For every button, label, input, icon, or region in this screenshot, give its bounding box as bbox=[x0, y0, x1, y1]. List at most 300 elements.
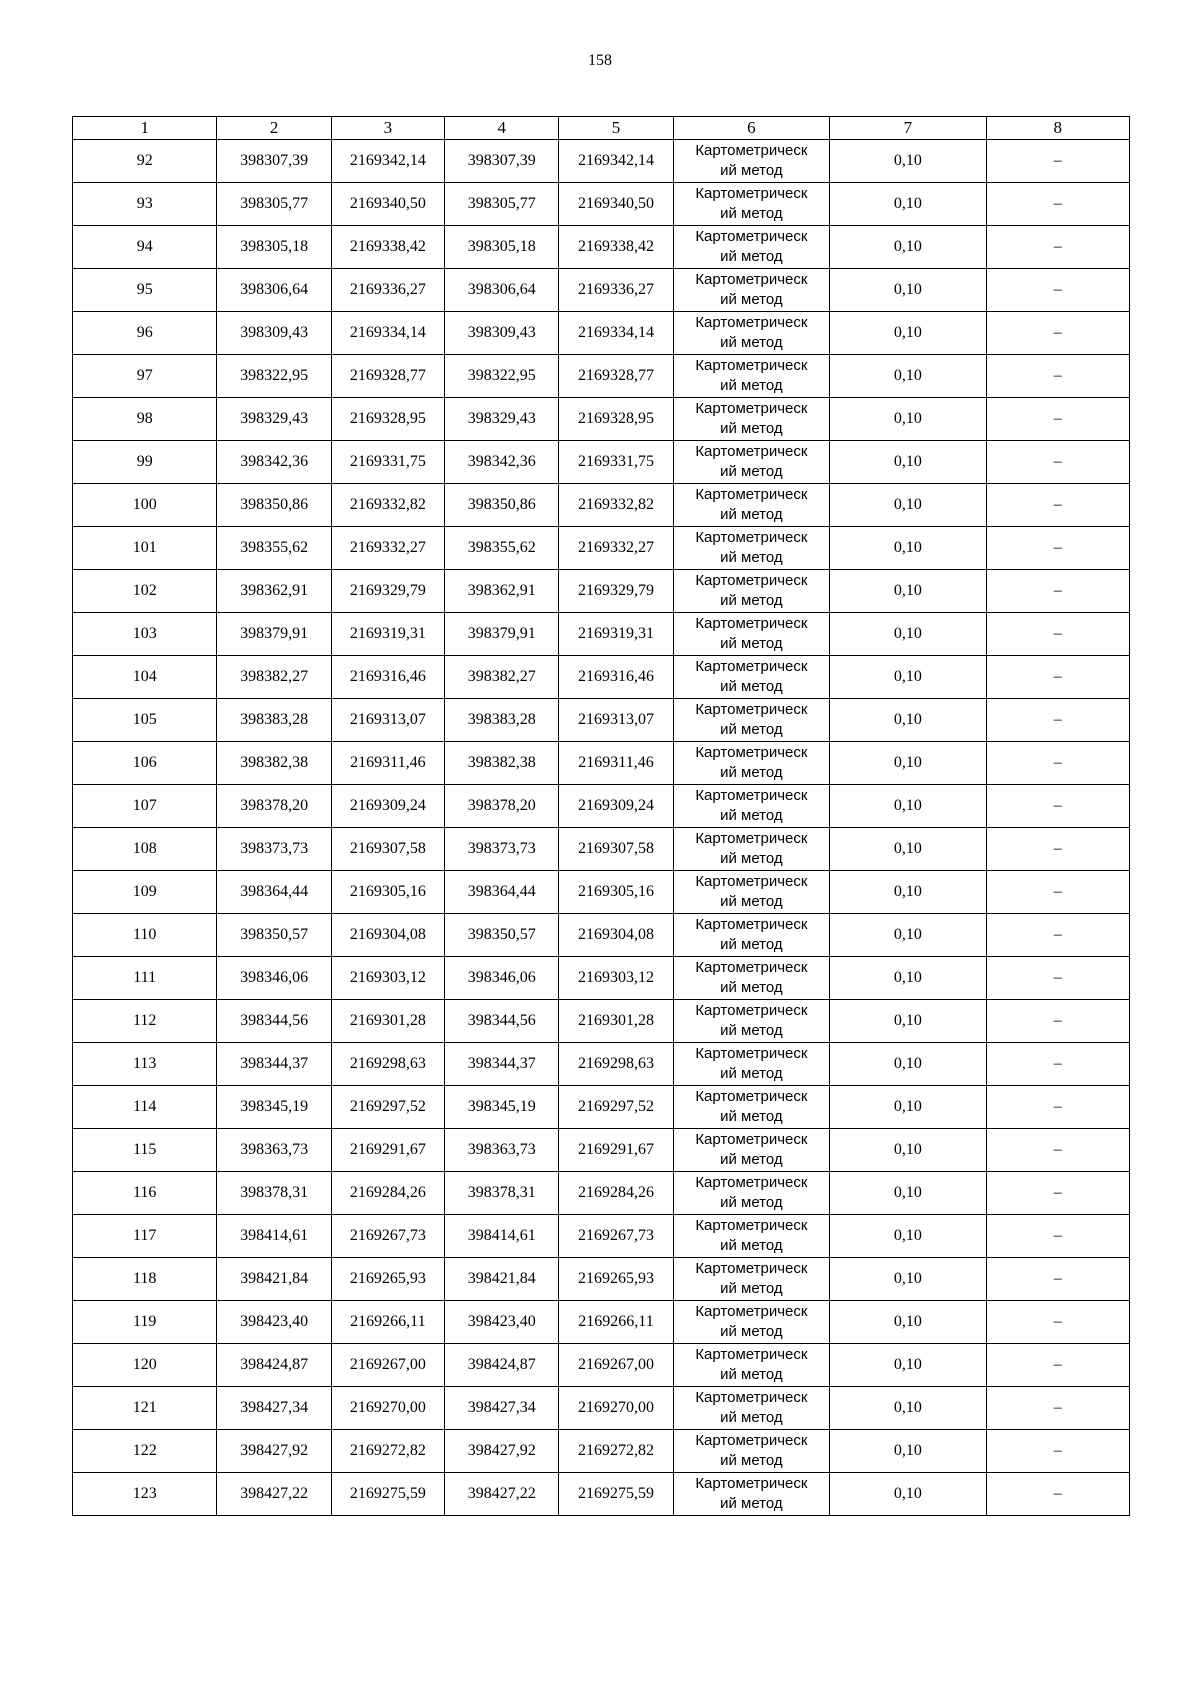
method-cell bbox=[673, 398, 829, 441]
y-coordinate-cell: 2169307,58 bbox=[559, 828, 673, 871]
y-coordinate-cell: 2169304,08 bbox=[331, 914, 444, 957]
x-coordinate-cell: 398350,86 bbox=[445, 484, 559, 527]
note-cell: – bbox=[986, 656, 1129, 699]
x-coordinate-cell: 398383,28 bbox=[445, 699, 559, 742]
table-row bbox=[73, 1258, 1130, 1301]
table-row bbox=[73, 828, 1130, 871]
accuracy-cell: 0,10 bbox=[830, 1301, 986, 1344]
table-row bbox=[73, 742, 1130, 785]
point-number-cell: 106 bbox=[73, 742, 217, 785]
method-text: Картометрическ bbox=[695, 1432, 808, 1449]
method-text: ий метод bbox=[720, 377, 783, 394]
x-coordinate-cell: 398305,18 bbox=[217, 226, 331, 269]
point-number-cell: 113 bbox=[73, 1043, 217, 1086]
table-row bbox=[73, 527, 1130, 570]
note-cell: – bbox=[986, 398, 1129, 441]
method-text: Картометрическ bbox=[695, 830, 808, 847]
x-coordinate-cell: 398305,77 bbox=[445, 183, 559, 226]
method-text: Картометрическ bbox=[695, 228, 808, 245]
x-coordinate-cell: 398306,64 bbox=[217, 269, 331, 312]
method-cell bbox=[673, 914, 829, 957]
y-coordinate-cell: 2169301,28 bbox=[331, 1000, 444, 1043]
method-text: Картометрическ bbox=[695, 1303, 808, 1320]
method-text: Картометрическ bbox=[695, 916, 808, 933]
column-header: 4 bbox=[445, 117, 559, 140]
x-coordinate-cell: 398378,31 bbox=[445, 1172, 559, 1215]
y-coordinate-cell: 2169340,50 bbox=[331, 183, 444, 226]
y-coordinate-cell: 2169332,27 bbox=[331, 527, 444, 570]
y-coordinate-cell: 2169265,93 bbox=[559, 1258, 673, 1301]
y-coordinate-cell: 2169334,14 bbox=[559, 312, 673, 355]
table-row bbox=[73, 1301, 1130, 1344]
table-row bbox=[73, 1215, 1130, 1258]
accuracy-cell: 0,10 bbox=[830, 742, 986, 785]
note-cell: – bbox=[986, 484, 1129, 527]
y-coordinate-cell: 2169313,07 bbox=[559, 699, 673, 742]
point-number-cell: 96 bbox=[73, 312, 217, 355]
accuracy-cell: 0,10 bbox=[830, 183, 986, 226]
y-coordinate-cell: 2169291,67 bbox=[559, 1129, 673, 1172]
method-cell bbox=[673, 441, 829, 484]
accuracy-cell: 0,10 bbox=[830, 1172, 986, 1215]
method-cell bbox=[673, 871, 829, 914]
note-cell: – bbox=[986, 1129, 1129, 1172]
x-coordinate-cell: 398345,19 bbox=[217, 1086, 331, 1129]
y-coordinate-cell: 2169266,11 bbox=[559, 1301, 673, 1344]
note-cell: – bbox=[986, 785, 1129, 828]
y-coordinate-cell: 2169298,63 bbox=[331, 1043, 444, 1086]
y-coordinate-cell: 2169336,27 bbox=[331, 269, 444, 312]
accuracy-cell: 0,10 bbox=[830, 1086, 986, 1129]
x-coordinate-cell: 398350,57 bbox=[445, 914, 559, 957]
x-coordinate-cell: 398363,73 bbox=[217, 1129, 331, 1172]
y-coordinate-cell: 2169303,12 bbox=[331, 957, 444, 1000]
method-text: Картометрическ bbox=[695, 185, 808, 202]
table-row bbox=[73, 957, 1130, 1000]
y-coordinate-cell: 2169311,46 bbox=[331, 742, 444, 785]
x-coordinate-cell: 398427,22 bbox=[217, 1473, 331, 1516]
method-text: Картометрическ bbox=[695, 1217, 808, 1234]
y-coordinate-cell: 2169319,31 bbox=[559, 613, 673, 656]
point-number-cell: 94 bbox=[73, 226, 217, 269]
accuracy-cell: 0,10 bbox=[830, 957, 986, 1000]
y-coordinate-cell: 2169284,26 bbox=[559, 1172, 673, 1215]
x-coordinate-cell: 398414,61 bbox=[445, 1215, 559, 1258]
note-cell: – bbox=[986, 183, 1129, 226]
method-cell bbox=[673, 1473, 829, 1516]
method-text: ий метод bbox=[720, 420, 783, 437]
x-coordinate-cell: 398344,56 bbox=[217, 1000, 331, 1043]
y-coordinate-cell: 2169291,67 bbox=[331, 1129, 444, 1172]
method-text: ий метод bbox=[720, 1409, 783, 1426]
table-row bbox=[73, 183, 1130, 226]
x-coordinate-cell: 398309,43 bbox=[217, 312, 331, 355]
y-coordinate-cell: 2169338,42 bbox=[331, 226, 444, 269]
accuracy-cell: 0,10 bbox=[830, 226, 986, 269]
y-coordinate-cell: 2169328,77 bbox=[331, 355, 444, 398]
accuracy-cell: 0,10 bbox=[830, 269, 986, 312]
point-number-cell: 99 bbox=[73, 441, 217, 484]
y-coordinate-cell: 2169267,73 bbox=[331, 1215, 444, 1258]
y-coordinate-cell: 2169342,14 bbox=[331, 140, 444, 183]
point-number-cell: 122 bbox=[73, 1430, 217, 1473]
y-coordinate-cell: 2169301,28 bbox=[559, 1000, 673, 1043]
y-coordinate-cell: 2169270,00 bbox=[559, 1387, 673, 1430]
method-cell bbox=[673, 1301, 829, 1344]
method-cell bbox=[673, 183, 829, 226]
x-coordinate-cell: 398373,73 bbox=[445, 828, 559, 871]
point-number-cell: 100 bbox=[73, 484, 217, 527]
x-coordinate-cell: 398305,77 bbox=[217, 183, 331, 226]
table-row bbox=[73, 269, 1130, 312]
accuracy-cell: 0,10 bbox=[830, 441, 986, 484]
table-row bbox=[73, 441, 1130, 484]
method-cell bbox=[673, 742, 829, 785]
x-coordinate-cell: 398346,06 bbox=[217, 957, 331, 1000]
x-coordinate-cell: 398378,20 bbox=[445, 785, 559, 828]
point-number-cell: 92 bbox=[73, 140, 217, 183]
y-coordinate-cell: 2169316,46 bbox=[559, 656, 673, 699]
note-cell: – bbox=[986, 828, 1129, 871]
point-number-cell: 98 bbox=[73, 398, 217, 441]
method-text: Картометрическ bbox=[695, 1346, 808, 1363]
table-row bbox=[73, 871, 1130, 914]
note-cell: – bbox=[986, 1000, 1129, 1043]
method-text: ий метод bbox=[720, 334, 783, 351]
method-text: ий метод bbox=[720, 721, 783, 738]
note-cell: – bbox=[986, 140, 1129, 183]
table-row bbox=[73, 785, 1130, 828]
table-row bbox=[73, 140, 1130, 183]
method-text: ий метод bbox=[720, 549, 783, 566]
method-text: ий метод bbox=[720, 850, 783, 867]
method-text: ий метод bbox=[720, 1237, 783, 1254]
y-coordinate-cell: 2169311,46 bbox=[559, 742, 673, 785]
accuracy-cell: 0,10 bbox=[830, 398, 986, 441]
method-text: ий метод bbox=[720, 291, 783, 308]
point-number-cell: 114 bbox=[73, 1086, 217, 1129]
method-text: ий метод bbox=[720, 162, 783, 179]
table-row bbox=[73, 656, 1130, 699]
method-text: ий метод bbox=[720, 1022, 783, 1039]
x-coordinate-cell: 398424,87 bbox=[445, 1344, 559, 1387]
x-coordinate-cell: 398342,36 bbox=[445, 441, 559, 484]
method-text: ий метод bbox=[720, 592, 783, 609]
method-cell bbox=[673, 226, 829, 269]
y-coordinate-cell: 2169298,63 bbox=[559, 1043, 673, 1086]
x-coordinate-cell: 398362,91 bbox=[445, 570, 559, 613]
x-coordinate-cell: 398363,73 bbox=[445, 1129, 559, 1172]
accuracy-cell: 0,10 bbox=[830, 1430, 986, 1473]
method-text: Картометрическ bbox=[695, 787, 808, 804]
method-text: ий метод bbox=[720, 506, 783, 523]
method-cell bbox=[673, 1258, 829, 1301]
x-coordinate-cell: 398382,38 bbox=[217, 742, 331, 785]
x-coordinate-cell: 398427,92 bbox=[217, 1430, 331, 1473]
note-cell: – bbox=[986, 1043, 1129, 1086]
y-coordinate-cell: 2169336,27 bbox=[559, 269, 673, 312]
point-number-cell: 121 bbox=[73, 1387, 217, 1430]
table-row bbox=[73, 226, 1130, 269]
y-coordinate-cell: 2169328,77 bbox=[559, 355, 673, 398]
x-coordinate-cell: 398382,38 bbox=[445, 742, 559, 785]
method-cell bbox=[673, 1387, 829, 1430]
method-cell bbox=[673, 1430, 829, 1473]
method-text: ий метод bbox=[720, 807, 783, 824]
point-number-cell: 119 bbox=[73, 1301, 217, 1344]
x-coordinate-cell: 398427,92 bbox=[445, 1430, 559, 1473]
note-cell: – bbox=[986, 1172, 1129, 1215]
method-text: ий метод bbox=[720, 1366, 783, 1383]
method-text: Картометрическ bbox=[695, 615, 808, 632]
accuracy-cell: 0,10 bbox=[830, 1473, 986, 1516]
x-coordinate-cell: 398342,36 bbox=[217, 441, 331, 484]
column-header: 7 bbox=[830, 117, 986, 140]
note-cell: – bbox=[986, 1387, 1129, 1430]
method-text: Картометрическ bbox=[695, 744, 808, 761]
method-cell bbox=[673, 312, 829, 355]
x-coordinate-cell: 398344,37 bbox=[445, 1043, 559, 1086]
method-text: Картометрическ bbox=[695, 572, 808, 589]
y-coordinate-cell: 2169272,82 bbox=[331, 1430, 444, 1473]
method-text: ий метод bbox=[720, 1108, 783, 1125]
accuracy-cell: 0,10 bbox=[830, 656, 986, 699]
y-coordinate-cell: 2169272,82 bbox=[559, 1430, 673, 1473]
y-coordinate-cell: 2169332,27 bbox=[559, 527, 673, 570]
y-coordinate-cell: 2169303,12 bbox=[559, 957, 673, 1000]
table-row bbox=[73, 1430, 1130, 1473]
x-coordinate-cell: 398379,91 bbox=[445, 613, 559, 656]
column-header: 2 bbox=[217, 117, 331, 140]
accuracy-cell: 0,10 bbox=[830, 699, 986, 742]
x-coordinate-cell: 398382,27 bbox=[445, 656, 559, 699]
method-text: Картометрическ bbox=[695, 486, 808, 503]
method-cell bbox=[673, 785, 829, 828]
note-cell: – bbox=[986, 699, 1129, 742]
accuracy-cell: 0,10 bbox=[830, 914, 986, 957]
method-cell bbox=[673, 269, 829, 312]
point-number-cell: 93 bbox=[73, 183, 217, 226]
column-header: 5 bbox=[559, 117, 673, 140]
point-number-cell: 109 bbox=[73, 871, 217, 914]
x-coordinate-cell: 398329,43 bbox=[217, 398, 331, 441]
accuracy-cell: 0,10 bbox=[830, 1215, 986, 1258]
x-coordinate-cell: 398414,61 bbox=[217, 1215, 331, 1258]
y-coordinate-cell: 2169267,00 bbox=[559, 1344, 673, 1387]
x-coordinate-cell: 398344,37 bbox=[217, 1043, 331, 1086]
method-text: ий метод bbox=[720, 1495, 783, 1512]
y-coordinate-cell: 2169275,59 bbox=[559, 1473, 673, 1516]
note-cell: – bbox=[986, 1430, 1129, 1473]
y-coordinate-cell: 2169338,42 bbox=[559, 226, 673, 269]
y-coordinate-cell: 2169328,95 bbox=[331, 398, 444, 441]
method-text: Картометрическ bbox=[695, 1260, 808, 1277]
table-row bbox=[73, 1086, 1130, 1129]
method-text: ий метод bbox=[720, 1280, 783, 1297]
x-coordinate-cell: 398378,20 bbox=[217, 785, 331, 828]
column-header: 3 bbox=[331, 117, 444, 140]
method-text: ий метод bbox=[720, 248, 783, 265]
x-coordinate-cell: 398355,62 bbox=[217, 527, 331, 570]
y-coordinate-cell: 2169329,79 bbox=[559, 570, 673, 613]
y-coordinate-cell: 2169313,07 bbox=[331, 699, 444, 742]
y-coordinate-cell: 2169307,58 bbox=[331, 828, 444, 871]
point-number-cell: 116 bbox=[73, 1172, 217, 1215]
y-coordinate-cell: 2169332,82 bbox=[559, 484, 673, 527]
table-row bbox=[73, 484, 1130, 527]
note-cell: – bbox=[986, 527, 1129, 570]
note-cell: – bbox=[986, 871, 1129, 914]
table-header-row bbox=[73, 117, 1130, 140]
method-cell bbox=[673, 957, 829, 1000]
page-number: 158 bbox=[588, 52, 612, 69]
method-text: ий метод bbox=[720, 205, 783, 222]
method-cell bbox=[673, 1129, 829, 1172]
x-coordinate-cell: 398424,87 bbox=[217, 1344, 331, 1387]
note-cell: – bbox=[986, 957, 1129, 1000]
table-row bbox=[73, 355, 1130, 398]
y-coordinate-cell: 2169267,73 bbox=[559, 1215, 673, 1258]
x-coordinate-cell: 398307,39 bbox=[217, 140, 331, 183]
x-coordinate-cell: 398306,64 bbox=[445, 269, 559, 312]
table-row bbox=[73, 1344, 1130, 1387]
x-coordinate-cell: 398378,31 bbox=[217, 1172, 331, 1215]
x-coordinate-cell: 398364,44 bbox=[217, 871, 331, 914]
y-coordinate-cell: 2169331,75 bbox=[559, 441, 673, 484]
x-coordinate-cell: 398329,43 bbox=[445, 398, 559, 441]
method-text: Картометрическ bbox=[695, 1389, 808, 1406]
method-text: Картометрическ bbox=[695, 658, 808, 675]
x-coordinate-cell: 398379,91 bbox=[217, 613, 331, 656]
note-cell: – bbox=[986, 441, 1129, 484]
x-coordinate-cell: 398423,40 bbox=[217, 1301, 331, 1344]
point-number-cell: 95 bbox=[73, 269, 217, 312]
point-number-cell: 112 bbox=[73, 1000, 217, 1043]
y-coordinate-cell: 2169297,52 bbox=[331, 1086, 444, 1129]
point-number-cell: 101 bbox=[73, 527, 217, 570]
note-cell: – bbox=[986, 1215, 1129, 1258]
y-coordinate-cell: 2169316,46 bbox=[331, 656, 444, 699]
method-text: Картометрическ bbox=[695, 1475, 808, 1492]
accuracy-cell: 0,10 bbox=[830, 355, 986, 398]
method-text: ий метод bbox=[720, 1151, 783, 1168]
method-text: Картометрическ bbox=[695, 529, 808, 546]
method-text: Картометрическ bbox=[695, 400, 808, 417]
method-cell bbox=[673, 570, 829, 613]
y-coordinate-cell: 2169305,16 bbox=[331, 871, 444, 914]
y-coordinate-cell: 2169265,93 bbox=[331, 1258, 444, 1301]
accuracy-cell: 0,10 bbox=[830, 1387, 986, 1430]
method-text: Картометрическ bbox=[695, 1131, 808, 1148]
method-text: Картометрическ bbox=[695, 357, 808, 374]
coordinates-table bbox=[72, 116, 1130, 1516]
x-coordinate-cell: 398383,28 bbox=[217, 699, 331, 742]
accuracy-cell: 0,10 bbox=[830, 312, 986, 355]
x-coordinate-cell: 398362,91 bbox=[217, 570, 331, 613]
x-coordinate-cell: 398350,57 bbox=[217, 914, 331, 957]
method-cell bbox=[673, 355, 829, 398]
note-cell: – bbox=[986, 355, 1129, 398]
point-number-cell: 107 bbox=[73, 785, 217, 828]
note-cell: – bbox=[986, 1258, 1129, 1301]
table-row bbox=[73, 1172, 1130, 1215]
method-cell bbox=[673, 527, 829, 570]
method-cell bbox=[673, 1172, 829, 1215]
point-number-cell: 110 bbox=[73, 914, 217, 957]
x-coordinate-cell: 398344,56 bbox=[445, 1000, 559, 1043]
y-coordinate-cell: 2169304,08 bbox=[559, 914, 673, 957]
point-number-cell: 104 bbox=[73, 656, 217, 699]
x-coordinate-cell: 398427,22 bbox=[445, 1473, 559, 1516]
accuracy-cell: 0,10 bbox=[830, 527, 986, 570]
x-coordinate-cell: 398421,84 bbox=[217, 1258, 331, 1301]
x-coordinate-cell: 398427,34 bbox=[445, 1387, 559, 1430]
y-coordinate-cell: 2169305,16 bbox=[559, 871, 673, 914]
accuracy-cell: 0,10 bbox=[830, 785, 986, 828]
method-text: Картометрическ bbox=[695, 142, 808, 159]
point-number-cell: 123 bbox=[73, 1473, 217, 1516]
table-row bbox=[73, 914, 1130, 957]
table-row bbox=[73, 1043, 1130, 1086]
y-coordinate-cell: 2169309,24 bbox=[559, 785, 673, 828]
method-text: ий метод bbox=[720, 979, 783, 996]
note-cell: – bbox=[986, 613, 1129, 656]
y-coordinate-cell: 2169332,82 bbox=[331, 484, 444, 527]
table-body bbox=[73, 140, 1130, 1516]
method-text: Картометрическ bbox=[695, 443, 808, 460]
note-cell: – bbox=[986, 1473, 1129, 1516]
method-cell bbox=[673, 1215, 829, 1258]
x-coordinate-cell: 398355,62 bbox=[445, 527, 559, 570]
y-coordinate-cell: 2169284,26 bbox=[331, 1172, 444, 1215]
method-text: Картометрическ bbox=[695, 1174, 808, 1191]
note-cell: – bbox=[986, 1344, 1129, 1387]
method-cell bbox=[673, 1086, 829, 1129]
method-text: Картометрическ bbox=[695, 701, 808, 718]
accuracy-cell: 0,10 bbox=[830, 828, 986, 871]
note-cell: – bbox=[986, 312, 1129, 355]
method-text: ий метод bbox=[720, 635, 783, 652]
method-cell bbox=[673, 613, 829, 656]
y-coordinate-cell: 2169331,75 bbox=[331, 441, 444, 484]
x-coordinate-cell: 398346,06 bbox=[445, 957, 559, 1000]
y-coordinate-cell: 2169328,95 bbox=[559, 398, 673, 441]
accuracy-cell: 0,10 bbox=[830, 570, 986, 613]
y-coordinate-cell: 2169275,59 bbox=[331, 1473, 444, 1516]
table-row bbox=[73, 699, 1130, 742]
note-cell: – bbox=[986, 1301, 1129, 1344]
x-coordinate-cell: 398307,39 bbox=[445, 140, 559, 183]
table-row bbox=[73, 398, 1130, 441]
point-number-cell: 120 bbox=[73, 1344, 217, 1387]
table-row bbox=[73, 312, 1130, 355]
method-text: ий метод bbox=[720, 1323, 783, 1340]
method-text: ий метод bbox=[720, 893, 783, 910]
method-cell bbox=[673, 1344, 829, 1387]
y-coordinate-cell: 2169309,24 bbox=[331, 785, 444, 828]
table-row bbox=[73, 1129, 1130, 1172]
table-row bbox=[73, 1473, 1130, 1516]
y-coordinate-cell: 2169340,50 bbox=[559, 183, 673, 226]
column-header: 8 bbox=[986, 117, 1129, 140]
table-row bbox=[73, 1387, 1130, 1430]
point-number-cell: 117 bbox=[73, 1215, 217, 1258]
note-cell: – bbox=[986, 914, 1129, 957]
x-coordinate-cell: 398309,43 bbox=[445, 312, 559, 355]
method-cell bbox=[673, 828, 829, 871]
point-number-cell: 102 bbox=[73, 570, 217, 613]
y-coordinate-cell: 2169334,14 bbox=[331, 312, 444, 355]
